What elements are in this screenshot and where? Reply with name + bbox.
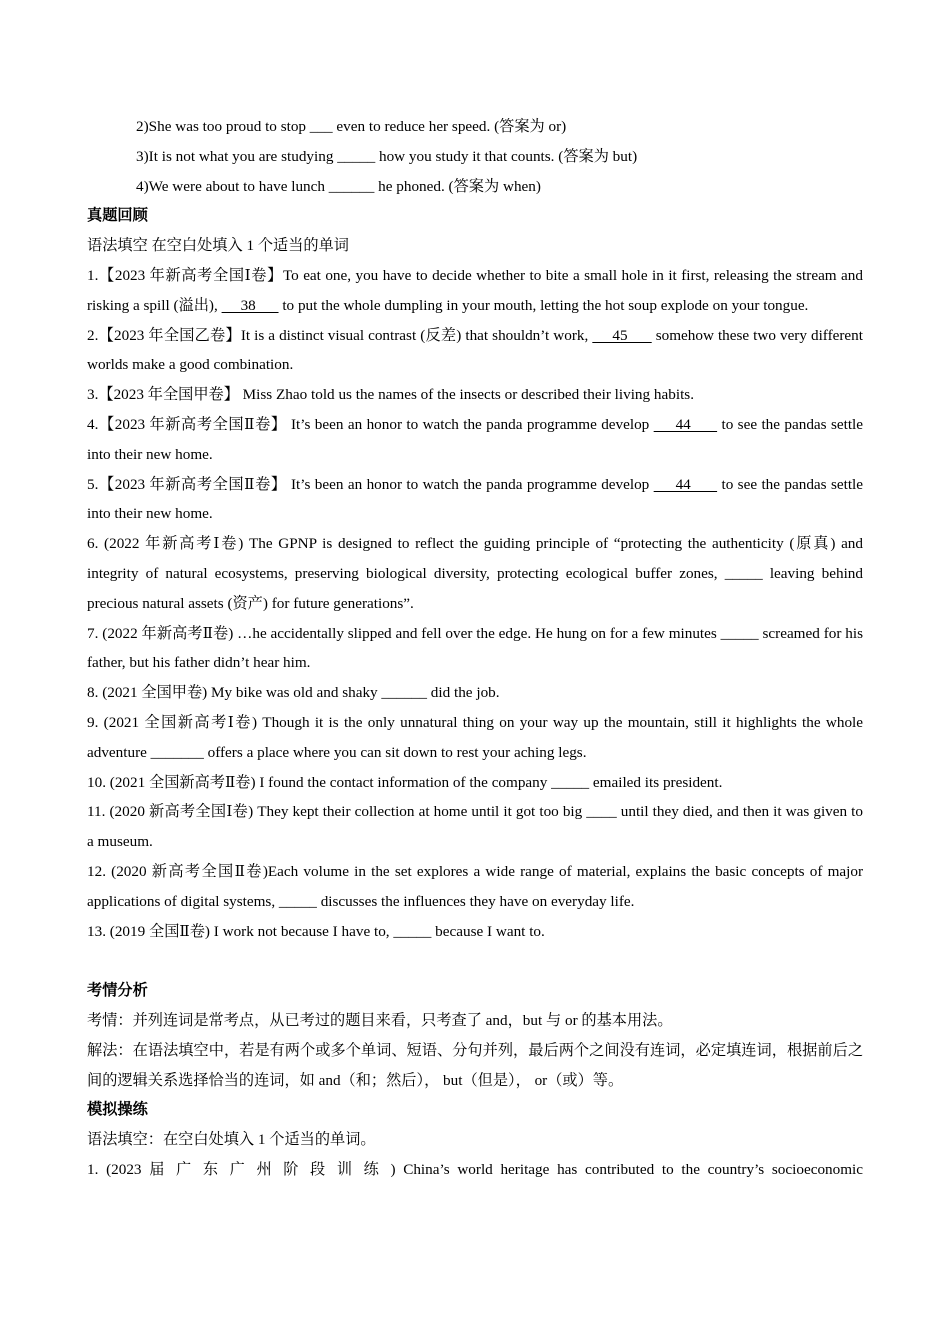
question-1 <box>87 261 863 321</box>
example-2: 2)She was too proud to stop ___ even to reduce her speed. (答案为 or) <box>136 118 567 135</box>
question-2 <box>87 321 863 381</box>
question-7: 7. (2022 年新高考Ⅱ卷) …he accidentally slipped and fell over the edge. He hung on for a few minutes _____ screamed for his father, but his father didn’t hear him. <box>87 624 863 672</box>
question-3: 3.【2023 年全国甲卷】 Miss Zhao told us the names of the insects or described their living habits. <box>87 386 694 404</box>
question-13: 13. (2019 全国Ⅱ卷) I work not because I have to, _____ because I want to. <box>87 922 545 940</box>
analysis-method: 解法：在语法填空中，若是有两个或多个单词、短语、分句并列，最后两个之间没有连词，必定填连词，根据前后之间的逻辑关系选择恰当的连词，如 and（和；然后）， but（但是）， or（或）等。 <box>87 1041 863 1089</box>
question-text: 4.【2023 年新高考全国Ⅱ卷】 It’s been an honor to watch the panda programme develop <box>87 415 654 433</box>
question-text: 2.【2023 年全国乙卷】It is a distinct visual contrast (反差) that shouldn’t work, <box>87 326 593 344</box>
question-text: to see the pandas settle into their new home. <box>87 475 863 523</box>
question-4 <box>87 410 863 470</box>
question-9: 9. (2021 全国新高考Ⅰ卷) Though it is the only unnatural thing on your way up the mountain, still it highlights the whole adventure _______ offers a place where you can sit down to rest your aching legs. <box>87 713 863 761</box>
question-text: 1.【2023 年新高考全国Ⅰ卷】To eat one, you have to decide whether to bite a small hole in it first, releasing the stream and risking a spill (溢出), <box>87 266 863 314</box>
practice-question-1: 1. (2023 届 广 东 广 州 阶 段 训 练 ) China’s world heritage has contributed to the country’s socioeconomic <box>87 1160 863 1178</box>
question-12: 12. (2020 新高考全国Ⅱ卷)Each volume in the set explores a wide range of material, explains the basic concepts of major applications of digital systems, _____ discusses the influences they have on everyday life. <box>87 862 863 910</box>
question-text: to put the whole dumpling in your mouth, letting the hot soup explode on your tongue. <box>278 296 809 314</box>
document-content <box>87 112 863 1185</box>
answer-blank: 44 <box>653 415 718 433</box>
question-text: 5.【2023 年新高考全国Ⅱ卷】 It’s been an honor to watch the panda programme develop <box>87 475 654 493</box>
blank-line <box>87 946 863 976</box>
question-text: to see the pandas settle into their new home. <box>87 415 863 463</box>
question-11: 11. (2020 新高考全国Ⅰ卷) They kept their collection at home until it got too big ____ until they died, and then it was given to a museum. <box>87 803 863 851</box>
analysis-heading: 考情分析 <box>87 982 148 1000</box>
analysis-situation: 考情：并列连词是常考点，从已考过的题目来看，只考查了 and，but 与 or 的基本用法。 <box>87 1011 673 1029</box>
question-6: 6. (2022 年新高考Ⅰ卷) The GPNP is designed to reflect the guiding principle of “protecting the authenticity (原真) and integrity of natural ecosystems, preserving biological diversity, protecting ecological buffer zones, _____ leaving behind precious natural assets (资产) for future generations”. <box>87 535 863 612</box>
question-8: 8. (2021 全国甲卷) My bike was old and shaky ______ did the job. <box>87 684 500 702</box>
question-10: 10. (2021 全国新高考Ⅱ卷) I found the contact information of the company _____ emailed its president. <box>87 773 723 791</box>
answer-blank: 38 <box>221 296 279 314</box>
example-4: 4)We were about to have lunch ______ he phoned. (答案为 when) <box>136 177 541 195</box>
answer-blank: 45 <box>592 326 652 344</box>
review-heading: 真题回顾 <box>87 207 148 225</box>
answer-blank: 44 <box>653 475 718 493</box>
practice-heading: 模拟操练 <box>87 1101 148 1119</box>
question-text: somehow these two very different worlds make a good combination. <box>87 326 863 374</box>
question-5 <box>87 470 863 530</box>
review-instruction: 语法填空 在空白处填入 1 个适当的单词 <box>87 237 349 255</box>
practice-instruction: 语法填空：在空白处填入 1 个适当的单词。 <box>87 1131 376 1149</box>
example-3: 3)It is not what you are studying _____ how you study it that counts. (答案为 but) <box>136 147 638 165</box>
